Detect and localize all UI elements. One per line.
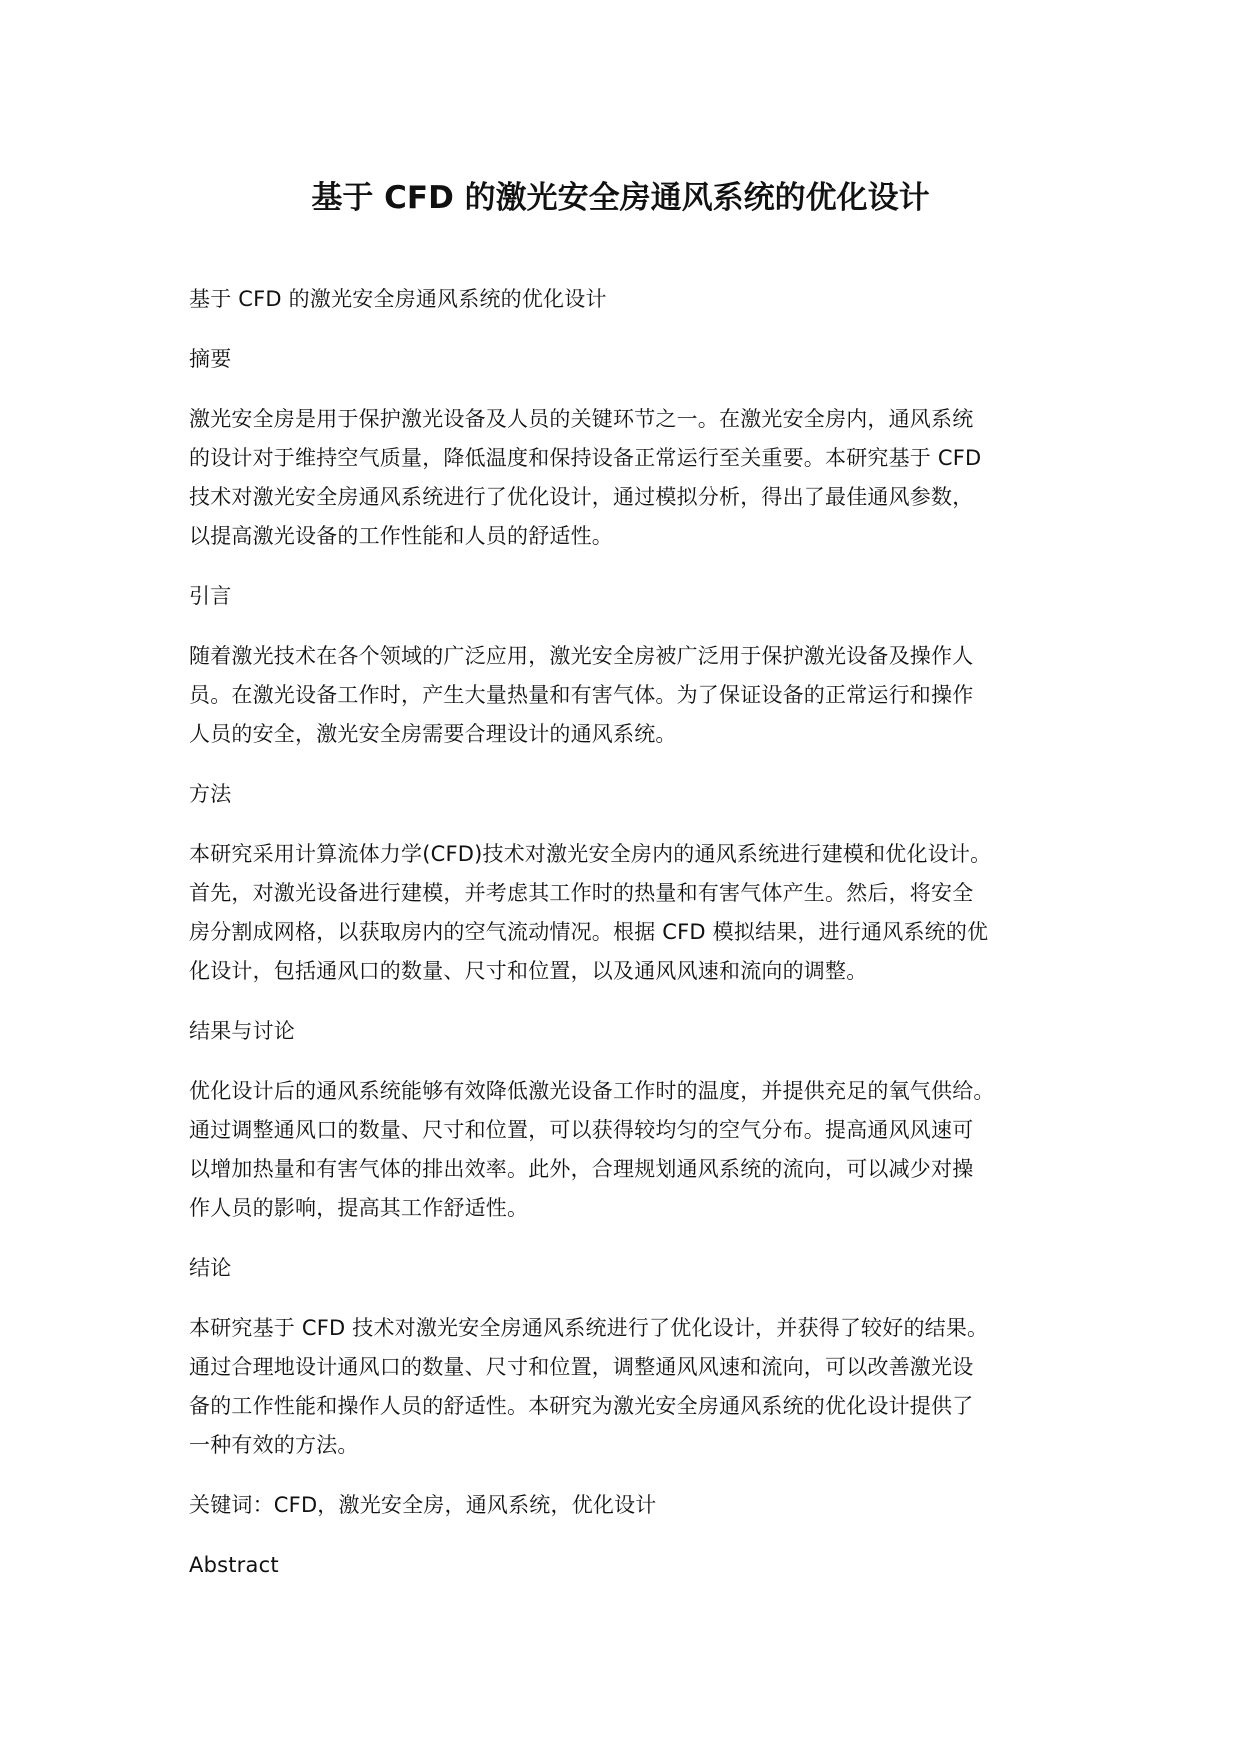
intro-line: 员。在激光设备工作时，产生大量热量和有害气体。为了保证设备的正常运行和操作 [189,683,974,707]
keywords-line: 关键词：CFD，激光安全房，通风系统，优化设计 [189,1493,657,1517]
conclusion-line: 一种有效的方法。 [189,1433,359,1457]
method-heading: 方法 [189,782,232,806]
results-line: 以增加热量和有害气体的排出效率。此外，合理规划通风系统的流向，可以减少对操 [189,1157,974,1181]
results-line: 优化设计后的通风系统能够有效降低激光设备工作时的温度，并提供充足的氧气供给。 [189,1079,995,1103]
abstract-line: 以提高激光设备的工作性能和人员的舒适性。 [189,524,613,548]
method-line: 本研究采用计算流体力学(CFD)技术对激光安全房内的通风系统进行建模和优化设计。 [189,842,992,866]
method-line: 首先，对激光设备进行建模，并考虑其工作时的热量和有害气体产生。然后，将安全 [189,881,974,905]
abstract-line: 的设计对于维持空气质量，降低温度和保持设备正常运行至关重要。本研究基于 CFD [189,446,982,470]
conclusion-line: 备的工作性能和操作人员的舒适性。本研究为激光安全房通风系统的优化设计提供了 [189,1394,974,1418]
abstract-paragraph [189,400,1079,556]
method-line: 化设计，包括通风口的数量、尺寸和位置，以及通风风速和流向的调整。 [189,959,868,983]
document-title: 基于 CFD 的激光安全房通风系统的优化设计 [311,180,930,216]
abstract-line: 技术对激光安全房通风系统进行了优化设计，通过模拟分析，得出了最佳通风参数， [189,485,974,509]
conclusion-heading: 结论 [189,1256,232,1280]
method-line: 房分割成网格，以获取房内的空气流动情况。根据 CFD 模拟结果，进行通风系统的优 [189,920,989,944]
abstract-en-heading: Abstract [189,1553,279,1577]
abstract-line: 激光安全房是用于保护激光设备及人员的关键环节之一。在激光安全房内，通风系统 [189,407,974,431]
intro-line: 人员的安全，激光安全房需要合理设计的通风系统。 [189,722,677,746]
document-body [189,280,1079,1585]
conclusion-line: 通过合理地设计通风口的数量、尺寸和位置，调整通风风速和流向，可以改善激光设 [189,1355,974,1379]
intro-heading: 引言 [189,584,232,608]
abstract-heading: 摘要 [189,347,232,371]
intro-line: 随着激光技术在各个领域的广泛应用，激光安全房被广泛用于保护激光设备及操作人 [189,644,974,668]
results-heading: 结果与讨论 [189,1019,295,1043]
intro-paragraph [189,637,1079,754]
subtitle: 基于 CFD 的激光安全房通风系统的优化设计 [189,287,607,311]
conclusion-paragraph [189,1309,1079,1465]
results-paragraph [189,1072,1079,1228]
method-paragraph [189,835,1079,991]
results-line: 通过调整通风口的数量、尺寸和位置，可以获得较均匀的空气分布。提高通风风速可 [189,1118,974,1142]
conclusion-line: 本研究基于 CFD 技术对激光安全房通风系统进行了优化设计，并获得了较好的结果。 [189,1316,989,1340]
results-line: 作人员的影响，提高其工作舒适性。 [189,1196,529,1220]
